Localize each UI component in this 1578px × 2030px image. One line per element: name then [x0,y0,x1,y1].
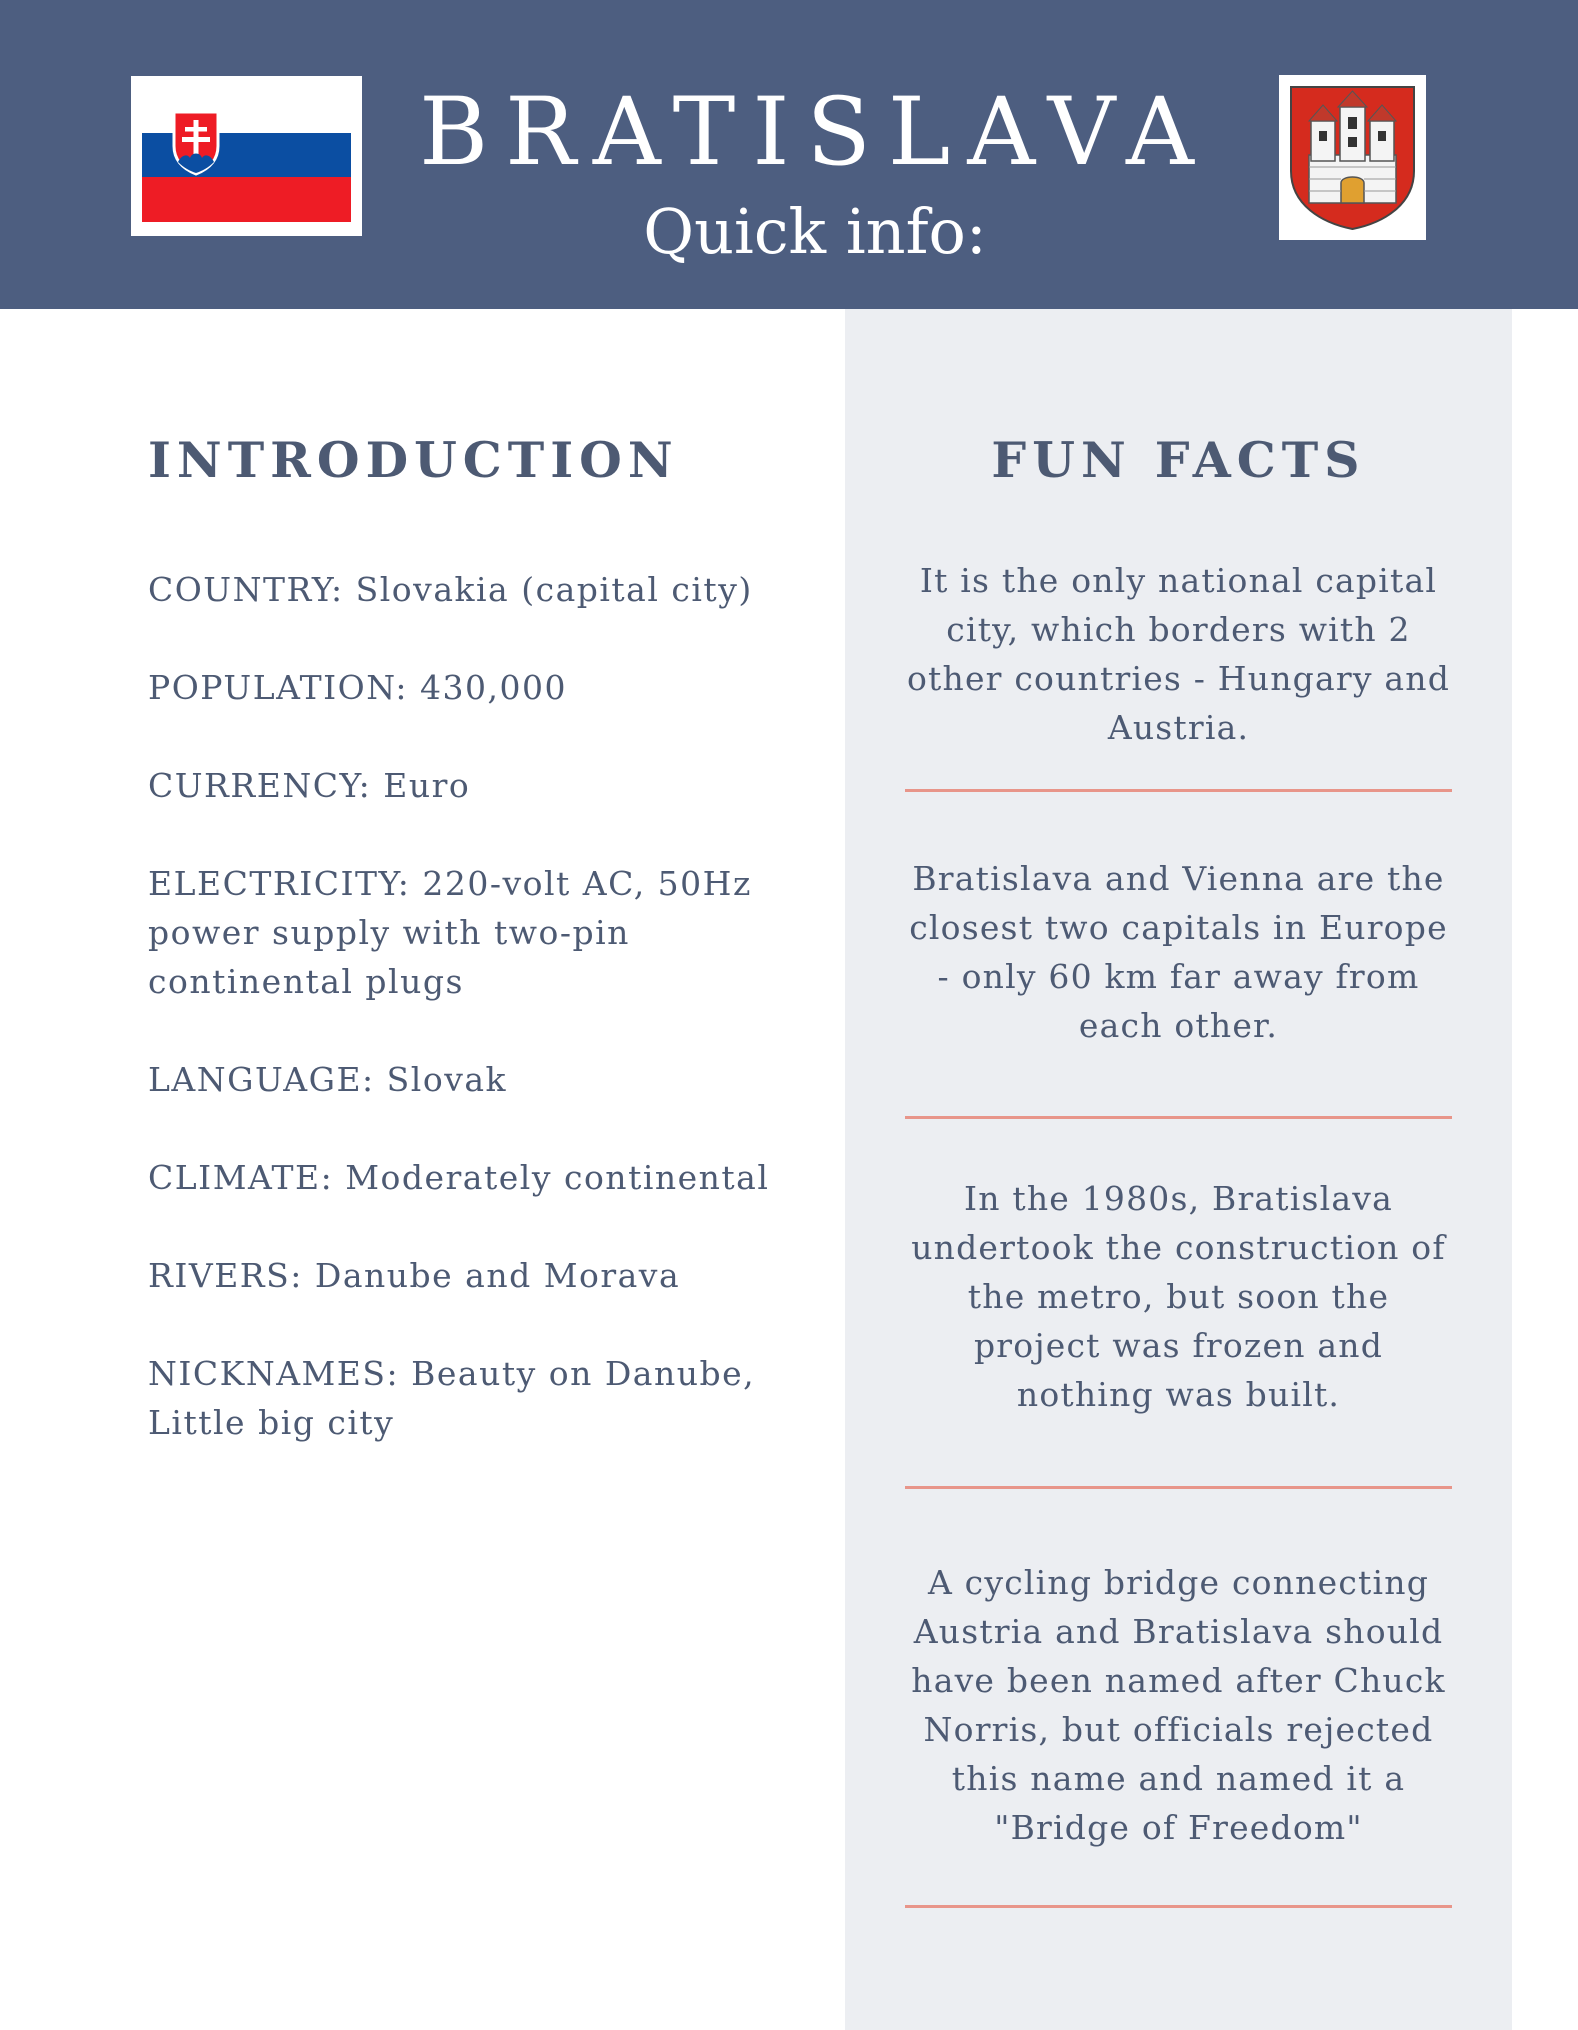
intro-item-electricity: ELECTRICITY: 220-volt AC, 50Hz power supply with two-pin continental plugs [148,864,752,1001]
bratislava-coat-of-arms-icon [1279,75,1426,240]
fun-facts-heading: FUN FACTS [991,431,1366,489]
introduction-list [148,565,788,1496]
fun-fact-item: It is the only national capital city, which borders with 2 other countries - Hungary and Austria. [906,561,1451,747]
fact-divider [905,1116,1452,1119]
page-subtitle: Quick info: [643,195,987,268]
intro-item-nicknames: NICKNAMES: Beauty on Danube, Little big city [148,1354,756,1442]
fact-divider [905,789,1452,792]
flag-shield-icon [172,110,220,176]
header-banner [0,0,1578,309]
fun-fact-item: In the 1980s, Bratislava undertook the construction of the metro, but soon the project was frozen and nothing was built. [911,1179,1446,1414]
page-title: BRATISLAVA [419,78,1211,187]
intro-item-rivers: RIVERS: Danube and Morava [148,1256,681,1295]
fact-divider [905,1486,1452,1489]
intro-item-climate: CLIMATE: Moderately continental [148,1158,770,1197]
intro-item-language: LANGUAGE: Slovak [148,1060,508,1099]
intro-item-population: POPULATION: 430,000 [148,668,568,707]
intro-item-country: COUNTRY: Slovakia (capital city) [148,570,753,609]
introduction-heading: INTRODUCTION [148,431,679,489]
fun-fact-item: Bratislava and Vienna are the closest two capitals in Europe - only 60 km far away from each other. [909,859,1448,1045]
fact-divider [905,1905,1452,1908]
intro-item-currency: CURRENCY: Euro [148,766,471,805]
fun-fact-item: A cycling bridge connecting Austria and Bratislava should have been named after Chuck Norris, but officials rejected this name and named it a "Bridge of Freedom" [911,1563,1446,1847]
